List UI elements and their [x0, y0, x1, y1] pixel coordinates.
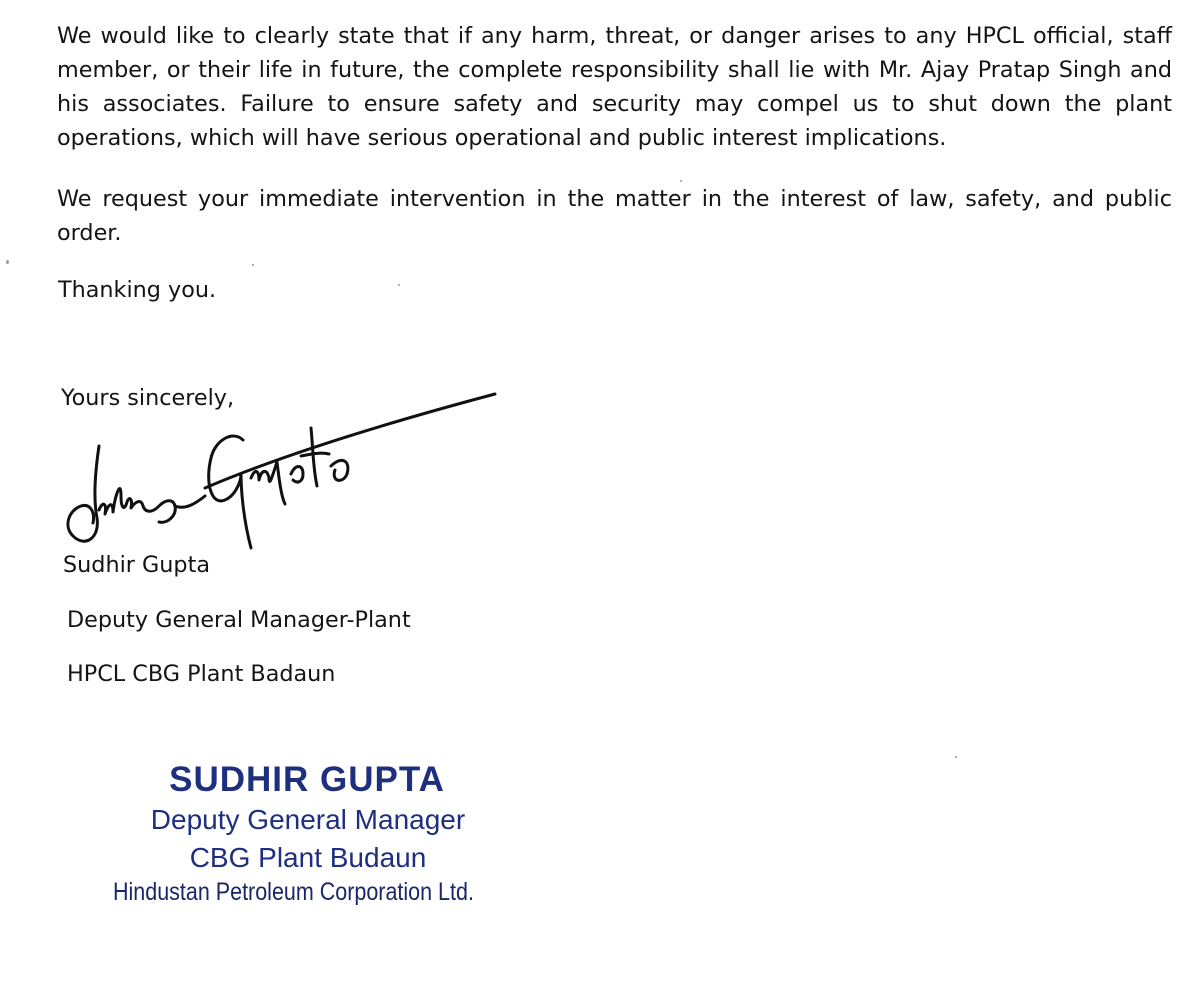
stamp-plant: CBG Plant Budaun — [189, 842, 427, 873]
signer-name: Sudhir Gupta — [63, 552, 210, 578]
letter-paragraph-responsibility: We would like to clearly state that if any harm, threat, or danger arises to any HPCL official, staff member, or their life in future, the complete responsibility shall lie with Mr. Ajay Pratap Singh and his associates. Failure to ensure safety and security may compel us to shut down the plant operations, which will have serious operational and public interest implications. — [57, 23, 1172, 151]
scan-speck — [252, 264, 254, 266]
official-stamp — [100, 760, 540, 910]
stamp-title: Deputy General Manager — [150, 804, 466, 835]
scan-speck — [398, 284, 400, 286]
closing-salutation: Yours sincerely, — [61, 385, 235, 411]
stamp-company: Hindustan Petroleum Corporation Ltd. — [113, 878, 474, 906]
stamp-name: SUDHIR GUPTA — [169, 760, 445, 799]
handwritten-signature-icon — [55, 378, 515, 558]
scan-speck — [955, 756, 957, 758]
thanking-line: Thanking you. — [58, 277, 217, 303]
signer-title: Deputy General Manager-Plant — [67, 607, 411, 633]
scan-speck — [6, 260, 9, 264]
scan-speck — [680, 180, 682, 182]
signer-organization: HPCL CBG Plant Badaun — [67, 661, 336, 687]
letter-paragraph-request: We request your immediate intervention in the matter in the interest of law, safety, and public order. — [57, 186, 1172, 246]
